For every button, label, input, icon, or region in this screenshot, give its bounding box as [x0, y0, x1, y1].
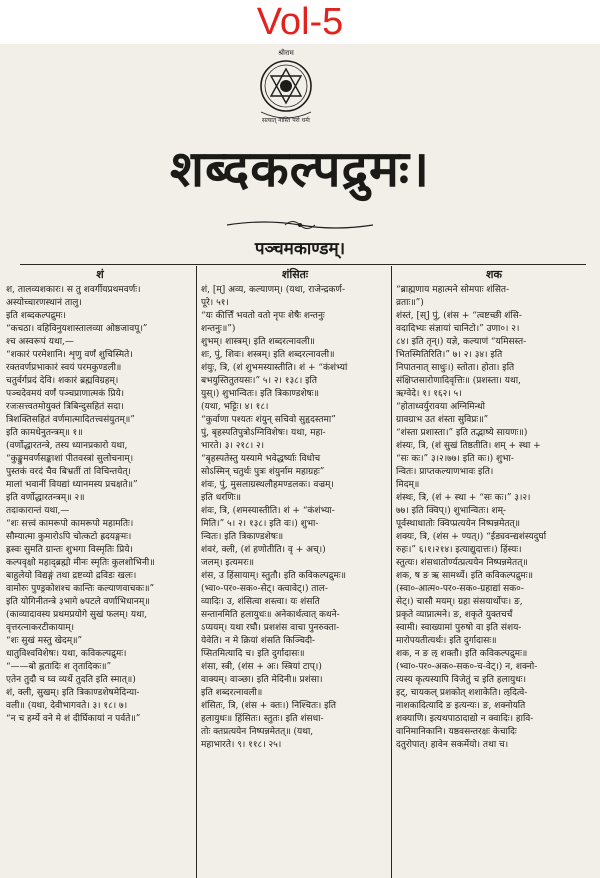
text-line: त्यस्य कृत्यस्यापि विजेतुं च इति हलायुधः।	[396, 675, 527, 685]
column-heading: शं	[96, 268, 104, 281]
text-line: न्वितः। प्राप्तकल्याणभावः इति।	[396, 467, 494, 477]
text-line: त्रिशक्तिसहितं वर्णमात्मादितत्त्वसंयुतम्॥”	[6, 415, 135, 425]
text-line: “यः कीर्त्तिं भवतो वतो नृपः शेषैः शन्तनुः	[201, 311, 325, 321]
text-line: शक्याणि। इत्यथपाठादाद्यो न क्वादिः। हावि-	[396, 714, 534, 724]
text-line: प्सितमित्यादि च। इति दुर्गादासः॥	[201, 649, 305, 659]
text-line: चतुर्वर्गप्रदं देवि। शकारं ब्रह्मविग्रहम्।	[6, 376, 119, 386]
text-line: इति धरणिः॥	[201, 493, 242, 503]
text-line: बभयुस्तितुतयसः।” ५। २। १३८। इति	[201, 376, 317, 386]
text-line: “होताध्वर्युरावया अग्निमिन्धो	[396, 402, 486, 412]
text-line: ऋग्वेदे। १। १६२। ५।	[396, 389, 462, 399]
text-line: हलायुधः॥ हिंसितः। स्तुतः। इति शंसधा-	[201, 714, 324, 724]
column-2	[201, 267, 389, 877]
text-line: “कचठा। वहिविनुयशास्तालव्या ओष्ठजावपू।”	[6, 324, 148, 334]
text-line: तदाकारान्तं यथा,—	[6, 506, 70, 516]
text-line: सोऽस्मिन् चतुर्थः पुत्रः शंयुर्नाम महाग्रहः”	[201, 467, 325, 477]
text-line: “कुर्वाणा पश्यतः शंयुन् सचिवो सुहृदस्तमा”	[201, 415, 336, 425]
text-line: शन्तनुः॥”)	[201, 324, 236, 334]
title-flourish-ornament	[225, 217, 375, 233]
text-line: येवेति। न मे क्रियां शंसति किञ्चिदी-	[201, 636, 316, 646]
text-line: मालां भवानीं वियद्यां ध्यानमस्य प्रचक्षते॥”	[6, 480, 138, 490]
column-text	[201, 284, 389, 752]
text-line: श, तालव्यशकारः। स तु शवर्गीयप्रथमवर्णः।	[6, 285, 141, 295]
text-line: संक्षिप्तसारोणादिवृत्तिः॥ (प्रशस्ता। यथा,	[396, 376, 521, 386]
text-line: पूर्वस्थाधातोः क्विप्प्रत्ययेन निष्पन्नमेतत्॥	[396, 519, 521, 529]
volume-label: Vol-5	[256, 1, 344, 43]
text-line: शक, ष ङ ऋ सामर्थ्ये। इति कविकल्पद्रुमः॥	[396, 571, 533, 581]
text-line: वदादिभ्यः संज्ञायां चानिटो।” उणा०। २।	[396, 324, 520, 334]
text-line: रुहः।” ६।१।२१४। इत्याद्युदात्तः।) हिंस्यः।	[396, 545, 522, 555]
column-heading: शंसितः	[281, 268, 309, 281]
text-line: “——बो ह्लतादिः श तृतादिकः॥”	[6, 662, 112, 672]
text-line: शक्यः, त्रि, (शंस + ण्यत्।) “ईड्यवन्द्यशंस्यदुर्घा	[396, 532, 547, 542]
text-line: “कुङ्कुमवर्णसङ्काशां पीतवस्त्रां सुलोचनाम्।	[6, 454, 134, 464]
text-line: “शः सुखं मस्तु खेदम्॥”	[6, 636, 83, 646]
text-line: पुं, बृहस्पतिपुत्रोऽग्निविशेषः। यथा, महा-	[201, 428, 326, 438]
text-line: युस्।) शुभान्वितः। इति त्रिकाण्डशेषः॥	[201, 389, 320, 399]
text-line: बाहुलेयो विद्यङ्गं तथा द्रष्टव्यो द्रविडः खलः।	[6, 571, 137, 581]
text-line: नाशकादित्यादि ङ इत्यन्यः। ङ, शक्नोयति	[396, 701, 526, 711]
text-line: सन्तानमिति हलायुधः॥ अनेकार्थत्वात् कथने-	[201, 610, 340, 620]
column-text	[396, 284, 592, 752]
text-line: तोः क्तप्रत्ययेन निष्पन्नमेतत्॥ (यथा,	[201, 727, 314, 737]
book-title: शब्दकल्पद्रुमः।	[170, 139, 430, 198]
column-3	[396, 267, 592, 877]
text-line: (यथा, भट्टिः। ४। १८।	[201, 402, 269, 412]
text-line: इति शब्दकल्पद्रुमः।	[6, 311, 66, 321]
text-line: शंस्यः, त्रि, (शं सुखं तिष्ठतीति। शम् + स्था +	[396, 441, 541, 451]
text-line: निपातनात् साधुः।) स्तोता। होता। इति	[396, 363, 515, 373]
text-line: धातुविश्वविशेषः। यथा, कविकल्पद्रुमः।	[6, 649, 127, 659]
text-line: “ब्राह्मणाय महात्मने सोमपाः शंसित-	[396, 285, 510, 295]
text-line: (भ्वा०-पर०-अक०-सक०-च-वेट्।) न, शक्नो-	[396, 662, 538, 672]
text-line: वानिमानिकानि। यष्ठवसन्तरक्षः केचादिः	[396, 727, 517, 737]
text-line: स्वामी। स्वाख्यामां पुरुषो वा इति संशय-	[396, 623, 522, 633]
text-line: वृत्तरत्नाकरटीकायाम्।	[6, 623, 75, 633]
text-line: शः, पुं, शिवः। शस्त्रम्। इति शब्दरत्नावली॥	[201, 350, 335, 360]
column-text	[6, 284, 194, 726]
column-1	[6, 267, 194, 877]
text-line: “शंस्ता प्रशास्ता।” इति तद्भाष्ये सायणः॥)	[396, 428, 528, 438]
text-line: स्तुत्यः। शंसधातोर्ण्यत्प्रत्ययेन निष्पन्नमेतत्॥	[396, 558, 528, 568]
text-line: “शः सत्त्वं कामरूपो कामरूपो महामतिः।	[6, 519, 134, 529]
svg-text:सत्यात् नास्ति परो धर्मः: सत्यात् नास्ति परो धर्मः	[261, 117, 311, 124]
text-line: महाभारते। ९। ११८। २५।	[201, 740, 282, 750]
text-line: कल्पवृक्षो महाद्ब्रह्मो मीनः स्मृतिः कुलशोभिनी॥	[6, 558, 155, 568]
text-line: ७७। इति क्विप्।) शुभान्वितः। शम्-	[396, 506, 507, 516]
text-line: इति योगिनीतन्त्रे ३भागे ७पटले वर्णाभिधानम्॥	[6, 597, 150, 607]
section-title: पञ्चमकाण्डम्।	[254, 239, 346, 259]
text-line: रक्तवर्णप्रभाकारं स्वयं परमकुण्डली॥	[6, 363, 122, 373]
svg-text:श्रीराम: श्रीराम	[278, 49, 294, 57]
text-line: शंसितः, त्रि, (शंस + क्तः।) निश्चितः। इति	[201, 701, 337, 711]
column-heading: शक	[486, 268, 502, 281]
text-line: व्रताः॥”)	[396, 298, 424, 308]
column-divider	[391, 266, 392, 878]
text-line: प्रकृते व्याप्नात्मने। ङ, शकृते युक्तचर्चं	[396, 610, 513, 620]
text-line: मारोपयतीत्यर्थः। इति दुर्गादासः॥	[396, 636, 497, 646]
text-line: शंयुः, त्रि, (शं शुभमस्यास्तीति। शं + “कंशंभ्यां	[201, 363, 348, 373]
text-line: भितस्मितिरिति।” ७। २। ३४। इति	[396, 350, 503, 360]
text-line: पूरे। ५१।	[201, 298, 229, 308]
text-line: “शकारं परमेशानि। शृणु वर्णं शुचिस्मिते।	[6, 350, 133, 360]
text-line: शं, क्ली, सुखम्। इति त्रिकाण्डशेषमेदिन्या-	[6, 688, 140, 698]
text-line: मिदम्॥	[396, 480, 420, 490]
text-line: पुस्तकं वरदं चैव बिभ्रतीं तां विचिन्तयेत्।	[6, 467, 131, 477]
text-line: शंसा, स्त्री, (शंस + अः। स्त्रियां टाप्।)	[201, 662, 322, 672]
text-line: “न च हर्म्ये वने मे शं दीर्घिकायां न पर्वते॥”	[6, 714, 141, 724]
text-line: इट्, चायकल् प्रशकोत् शशाकेति। ऌदित्वे-	[396, 688, 528, 698]
text-line: शं, [म्] अव्य, कल्याणम्। (यथा, राजेन्द्रकर्ण-	[201, 285, 345, 295]
text-line: व्यादिः। उ, शंसित्वा शस्त्वा। यः शंसति	[201, 597, 320, 607]
text-line: इति कामधेनुतन्त्रम्॥ १॥	[6, 428, 83, 438]
top-rule	[20, 264, 586, 265]
text-line: शक, न ङ ऌ शक्तौ। इति कविकल्पद्रुमः॥	[396, 649, 528, 659]
text-line: शंवरं, क्ली, (शं हणोतीति। वृ + अच्।)	[201, 545, 326, 555]
text-line: ८४। इति तृन्।) यज्ञे, कल्याणं “यमिसस्त-	[396, 337, 527, 347]
text-line: जलम्। इत्यमरः॥	[201, 558, 254, 568]
text-line: शंस्थः, त्रि, (शं + स्था + “सः कः।” ३।२।	[396, 493, 531, 503]
text-line: (वर्णोद्धारतन्त्रे, तस्य ध्यानप्रकारो यथा,	[6, 441, 128, 451]
scanned-page	[0, 44, 600, 878]
text-line: रजःसत्त्वतमोयुक्तं त्रिबिन्दुसहितं सदा।	[6, 402, 124, 412]
text-line: ह्रस्वः सुमति ग्रान्तः शुभगा विस्मृतिः प्रिये।	[6, 545, 133, 555]
text-line: शंस, उ हिंसायाम्। स्तुतौ। इति कविकल्पद्रुमः॥	[201, 571, 347, 581]
text-line: शंवः, पुं, मुसलाग्रस्थलौहमण्डलकः। वज्रम्।	[201, 480, 334, 490]
text-line: इति शब्दरत्नावली॥	[201, 688, 263, 698]
text-line: शंस्तं, [स्] पुं, (शंस + “त्वष्टच्छी शंसि-	[396, 311, 522, 321]
text-line: शंवः, त्रि, (शमस्यास्तीति। शं + “कंशंभ्या-	[201, 506, 335, 516]
text-line: भारते। ३। २१८। २।	[201, 441, 265, 451]
text-line: (भ्वा०-पर०-सक०-सेट्। क्त्वावेट्।) ताल-	[201, 584, 328, 594]
column-divider	[196, 266, 197, 878]
text-line: श्च अस्वरूपं यथा,—	[6, 337, 74, 347]
text-line: सौम्यात्मा कुमारोऽपि चोत्कटो ह्रदयङ्गमः।	[6, 532, 132, 542]
text-line: ऽप्ययम्। यथा रघौ। प्रशशंस वाचा पुनरुक्ता-	[201, 623, 340, 633]
text-line: पञ्चदेवमयं वर्णं पञ्चप्राणात्मकं प्रिये।	[6, 389, 125, 399]
text-line: वाक्यम्। वाञ्छा। इति मेदिनी॥ प्रशंसा।	[201, 675, 323, 685]
text-line: दतुरोपात्। हावेन सकर्मेयो। तथा च।	[396, 740, 509, 750]
text-line: वली॥ (यथा, देवीभागवते। ३। १८। ७।	[6, 701, 128, 711]
text-line: इति वर्णोद्धारतन्त्रम्॥ २॥	[6, 493, 85, 503]
text-line: सेट्।) चासौ मयम्। ग्रहा संसयार्थोपः। ङ,	[396, 597, 523, 607]
text-line: (स्वा०-आत्म०-पर०-सक०-ग्रहाद्यां सक०-	[396, 584, 524, 594]
text-line: वामोरुः पुण्ड्रकोशश्च कान्तिः कल्याणवाचकः॥”	[6, 584, 155, 594]
text-line: (काव्यादावस्य प्रथमप्रयोगे सुखं फलम्। यथा,	[6, 610, 148, 620]
text-line: “सः कः।” ३।२।७७। इति कः।) शुभा-	[396, 454, 514, 464]
text-line: मिति।” ५। २। १३८। इति वः।) शुभा-	[201, 519, 319, 529]
text-line: शुभम्। शास्त्रम्। इति शब्दरत्नावली॥	[201, 337, 315, 347]
text-line: ग्रावग्राभ उत शंस्ता सुविप्रः॥”	[396, 415, 489, 425]
text-line: एतेन तुदौ च घ्व व्यर्थे तुदति इति स्मात्॥)	[6, 675, 136, 685]
text-line: “बृहस्पतेस्तु यस्यामे भवेद्धर्ष्याः विधोच	[201, 454, 321, 464]
text-line: अस्योच्चारणस्थानं तालु।	[6, 298, 82, 308]
emblem-seal	[248, 46, 324, 126]
text-line: न्वितः। इति त्रिकाण्डशेषः॥	[201, 532, 284, 542]
